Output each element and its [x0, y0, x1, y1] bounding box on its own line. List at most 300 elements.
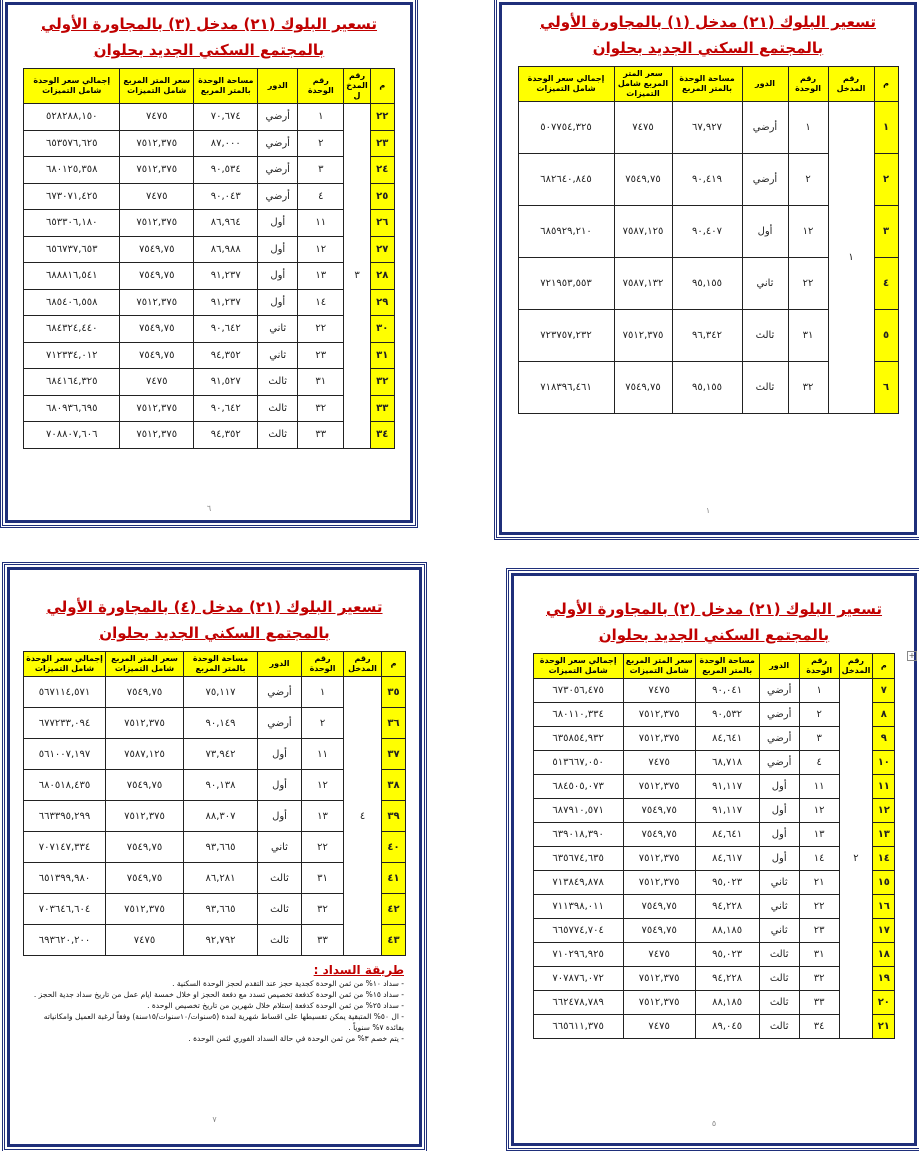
header-area: مساحة الوحدة بالمتر المربع — [695, 654, 759, 679]
header-price-sqm: سعر المتر المربع شامل التميزات — [623, 654, 695, 679]
total-price-cell: ٧٢١٩٥٣,٥٥٣ — [518, 258, 614, 310]
price-sqm-cell: ٧٥١٢,٣٧٥ — [623, 967, 695, 991]
floor-cell: أرضي — [742, 154, 788, 206]
total-price-cell: ٦٨٢٦٤٠,٨٤٥ — [518, 154, 614, 206]
row-index-cell: ١٤ — [873, 847, 895, 871]
total-price-cell: ٦٨٧٩١٠,٥٧١ — [533, 799, 623, 823]
payment-item: - ال ٥٠% المتبقية يمكن تقسيطها على اقساط شهرية لمدة (٥سنوات/١٠سنوات/١٥سنة) وفقاً لرغبة العميل وامكانياته بفائدة ٧% سنوياً . — [43, 1012, 404, 1032]
price-sqm-cell: ٧٥٤٩,٧٥ — [623, 895, 695, 919]
row-index-cell: ١٩ — [873, 967, 895, 991]
area-cell: ٨٦,٩٦٤ — [194, 210, 258, 237]
header-unit-no: رقم الوحدة — [298, 69, 344, 104]
header-floor: الدور — [258, 69, 298, 104]
row-index-cell: ٢٥ — [370, 183, 394, 210]
floor-cell: ثاني — [258, 832, 302, 863]
total-price-cell: ٦٧٣٠٥٦,٤٧٥ — [533, 679, 623, 703]
row-index-cell: ٣٩ — [382, 801, 406, 832]
unit-number-cell: ٣ — [298, 157, 344, 184]
floor-cell: أول — [759, 847, 799, 871]
floor-cell: أرضي — [258, 708, 302, 739]
price-sqm-cell: ٧٥٨٧,١٣٢ — [614, 258, 672, 310]
unit-number-cell: ١٣ — [302, 801, 344, 832]
total-price-cell: ٦٨٠٥١٨,٤٣٥ — [24, 770, 106, 801]
area-cell: ٩٦,٣٤٢ — [672, 310, 742, 362]
floor-cell: ثالث — [258, 894, 302, 925]
unit-number-cell: ٣١ — [799, 943, 839, 967]
unit-number-cell: ٣٣ — [302, 925, 344, 956]
total-price-cell: ٦٦٣٣٩٥,٢٩٩ — [24, 801, 106, 832]
price-sqm-cell: ٧٥٤٩,٧٥ — [623, 919, 695, 943]
unit-number-cell: ١ — [799, 679, 839, 703]
area-cell: ٩٠,١٤٩ — [184, 708, 258, 739]
unit-number-cell: ٤ — [799, 751, 839, 775]
header-m: م — [873, 654, 895, 679]
table-header-row — [518, 67, 898, 102]
price-sqm-cell: ٧٥٨٧,١٢٥ — [106, 739, 184, 770]
price-sqm-cell: ٧٥١٢,٣٧٥ — [120, 395, 194, 422]
floor-cell: ثالث — [258, 395, 298, 422]
total-price-cell: ٧١٣٨٤٩,٨٧٨ — [533, 871, 623, 895]
row-index-cell: ٢ — [874, 154, 898, 206]
area-cell: ٩١,١١٧ — [695, 775, 759, 799]
floor-cell: أرضي — [258, 183, 298, 210]
page-entrance-3 — [0, 0, 418, 528]
row-index-cell: ٤٣ — [382, 925, 406, 956]
price-sqm-cell: ٧٥٤٩,٧٥ — [106, 770, 184, 801]
table-row — [24, 210, 395, 237]
price-sqm-cell: ٧٤٧٥ — [623, 943, 695, 967]
row-index-cell: ٧ — [873, 679, 895, 703]
area-cell: ٨٤,٦١٧ — [695, 847, 759, 871]
area-cell: ٩١,٢٣٧ — [194, 263, 258, 290]
table-row — [518, 102, 898, 154]
floor-cell: أول — [759, 775, 799, 799]
area-cell: ٩٠,٠٤١ — [695, 679, 759, 703]
unit-number-cell: ١٤ — [298, 289, 344, 316]
total-price-cell: ٦٥١٣٩٩,٩٨٠ — [24, 863, 106, 894]
table-row — [24, 369, 395, 396]
unit-number-cell: ٢٢ — [298, 316, 344, 343]
page-subtitle: بالمجتمع السكني الجديد بحلوان — [598, 626, 830, 644]
table-row — [24, 130, 395, 157]
price-sqm-cell: ٧٥١٢,٣٧٥ — [120, 422, 194, 449]
payment-item: - يتم خصم ٣% من ثمن الوحدة في حالة السداد الفوري لثمن الوحدة . — [188, 1034, 404, 1043]
header-unit-no: رقم الوحدة — [799, 654, 839, 679]
pricing-table — [23, 651, 406, 956]
total-price-cell: ٦٦٥٧٧٤,٧٠٤ — [533, 919, 623, 943]
total-price-cell: ٥١٣٦٦٧,٠٥٠ — [533, 751, 623, 775]
price-sqm-cell: ٧٥١٢,٣٧٥ — [106, 801, 184, 832]
page-number: ٧ — [212, 1115, 217, 1124]
unit-number-cell: ١١ — [302, 739, 344, 770]
floor-cell: ثالث — [742, 310, 788, 362]
floor-cell: أول — [258, 801, 302, 832]
area-cell: ٩٣,٦٦٥ — [184, 832, 258, 863]
floor-cell: أول — [258, 289, 298, 316]
floor-cell: أول — [759, 799, 799, 823]
unit-number-cell: ٢٢ — [799, 895, 839, 919]
row-index-cell: ١١ — [873, 775, 895, 799]
area-cell: ٩٠,٠٤٣ — [194, 183, 258, 210]
total-price-cell: ٦٩٣٦٢٠,٢٠٠ — [24, 925, 106, 956]
unit-number-cell: ٣٢ — [302, 894, 344, 925]
header-m: م — [874, 67, 898, 102]
header-price-sqm: سعر المتر المربع شامل التميزات — [614, 67, 672, 102]
unit-number-cell: ١ — [298, 104, 344, 131]
area-cell: ٨٨,٣٠٧ — [184, 801, 258, 832]
floor-cell: ثاني — [759, 895, 799, 919]
area-cell: ٩٠,٤١٩ — [672, 154, 742, 206]
price-sqm-cell: ٧٥١٢,٣٧٥ — [623, 871, 695, 895]
area-cell: ٩١,١١٧ — [695, 799, 759, 823]
total-price-cell: ٥٠٧٧٥٤,٣٢٥ — [518, 102, 614, 154]
total-price-cell: ٦٨٤٥٠٥,٠٧٣ — [533, 775, 623, 799]
table-row — [24, 395, 395, 422]
total-price-cell: ٧١١٣٩٨,٠١١ — [533, 895, 623, 919]
area-cell: ٩٠,٦٤٢ — [194, 395, 258, 422]
unit-number-cell: ١ — [788, 102, 828, 154]
price-sqm-cell: ٧٥٤٩,٧٥ — [623, 799, 695, 823]
area-cell: ٨٤,٦٤١ — [695, 823, 759, 847]
area-cell: ٩٤,٢٢٨ — [695, 967, 759, 991]
total-price-cell: ٦٨٠٩٣٦,٦٩٥ — [24, 395, 120, 422]
unit-number-cell: ٣١ — [788, 310, 828, 362]
row-index-cell: ١٠ — [873, 751, 895, 775]
floor-cell: أرضي — [759, 679, 799, 703]
table-row — [24, 157, 395, 184]
row-index-cell: ٣٢ — [370, 369, 394, 396]
unit-number-cell: ٤ — [298, 183, 344, 210]
row-index-cell: ٣١ — [370, 342, 394, 369]
area-cell: ٩٠,٦٤٢ — [194, 316, 258, 343]
header-entrance: رقم المدخل — [839, 654, 873, 679]
page-entrance-4 — [2, 562, 427, 1151]
table-row — [533, 679, 895, 703]
pricing-table — [518, 66, 899, 414]
unit-number-cell: ٢٢ — [302, 832, 344, 863]
price-sqm-cell: ٧٤٧٥ — [623, 751, 695, 775]
price-sqm-cell: ٧٥٤٩,٧٥ — [614, 362, 672, 414]
page-title: تسعير البلوك (٢١) مدخل (٢) بالمجاورة الأولي — [545, 600, 883, 618]
row-index-cell: ٢٢ — [370, 104, 394, 131]
row-index-cell: ٤٠ — [382, 832, 406, 863]
row-index-cell: ٢٤ — [370, 157, 394, 184]
payment-heading: طريقة السداد : — [313, 963, 404, 977]
area-cell: ٩١,٢٣٧ — [194, 289, 258, 316]
price-sqm-cell: ٧٥١٢,٣٧٥ — [614, 310, 672, 362]
price-sqm-cell: ٧٤٧٥ — [106, 925, 184, 956]
area-cell: ٦٨,٧١٨ — [695, 751, 759, 775]
total-price-cell: ٦٨٥٤٠٦,٥٥٨ — [24, 289, 120, 316]
area-cell: ٩١,٥٢٧ — [194, 369, 258, 396]
header-total: إجمالي سعر الوحدة شامل التميزات — [24, 652, 106, 677]
floor-cell: ثالث — [258, 925, 302, 956]
area-cell: ٩٠,٤٠٧ — [672, 206, 742, 258]
header-area: مساحة الوحدة بالمتر المربع — [672, 67, 742, 102]
unit-number-cell: ١٢ — [788, 206, 828, 258]
total-price-cell: ٧١٨٣٩٦,٤٦١ — [518, 362, 614, 414]
price-sqm-cell: ٧٥٤٩,٧٥ — [120, 263, 194, 290]
row-index-cell: ٢٣ — [370, 130, 394, 157]
floor-cell: أرضي — [258, 157, 298, 184]
price-sqm-cell: ٧٥١٢,٣٧٥ — [623, 727, 695, 751]
table-row — [24, 342, 395, 369]
price-sqm-cell: ٧٥٤٩,٧٥ — [120, 316, 194, 343]
floor-cell: أرضي — [759, 751, 799, 775]
unit-number-cell: ٣٤ — [799, 1015, 839, 1039]
header-floor: الدور — [742, 67, 788, 102]
area-cell: ٩٠,١٣٨ — [184, 770, 258, 801]
floor-cell: ثالث — [759, 991, 799, 1015]
price-sqm-cell: ٧٥١٢,٣٧٥ — [623, 847, 695, 871]
unit-number-cell: ١٤ — [799, 847, 839, 871]
table-row — [24, 263, 395, 290]
total-price-cell: ٥٢٨٢٨٨,١٥٠ — [24, 104, 120, 131]
row-index-cell: ١٦ — [873, 895, 895, 919]
floor-cell: أرضي — [258, 130, 298, 157]
floor-cell: أرضي — [759, 727, 799, 751]
page-entrance-2 — [506, 568, 919, 1151]
area-cell: ٦٧,٩٢٧ — [672, 102, 742, 154]
header-floor: الدور — [759, 654, 799, 679]
header-price-sqm: سعر المتر المربع شامل التميزات — [106, 652, 184, 677]
floor-cell: ثالث — [759, 1015, 799, 1039]
header-price-sqm: سعر المتر المربع شامل التميزات — [120, 69, 194, 104]
price-sqm-cell: ٧٤٧٥ — [614, 102, 672, 154]
price-sqm-cell: ٧٥١٢,٣٧٥ — [623, 703, 695, 727]
price-sqm-cell: ٧٥٤٩,٧٥ — [120, 342, 194, 369]
area-cell: ٨٤,٦٤١ — [695, 727, 759, 751]
price-sqm-cell: ٧٥٤٩,٧٥ — [120, 236, 194, 263]
page-entrance-1 — [494, 0, 919, 540]
row-index-cell: ٦ — [874, 362, 898, 414]
header-m: م — [382, 652, 406, 677]
row-index-cell: ٩ — [873, 727, 895, 751]
unit-number-cell: ١١ — [799, 775, 839, 799]
unit-number-cell: ٢ — [302, 708, 344, 739]
row-index-cell: ٣٦ — [382, 708, 406, 739]
unit-number-cell: ٣ — [799, 727, 839, 751]
header-area: مساحة الوحدة بالمتر المربع — [184, 652, 258, 677]
unit-number-cell: ٣٣ — [298, 422, 344, 449]
page-title: تسعير البلوك (٢١) مدخل (٣) بالمجاورة الأولي — [40, 15, 378, 33]
unit-number-cell: ٢٢ — [788, 258, 828, 310]
row-index-cell: ٢٩ — [370, 289, 394, 316]
payment-item: - سداد ١٥% من ثمن الوحدة كدفعة تخصيص تسدد مع دفعة الحجز او خلال خمسة ايام عمل من تاريخ سداد جدية الحجز . — [33, 990, 404, 999]
unit-number-cell: ٣٣ — [799, 991, 839, 1015]
entrance-cell: ٣ — [344, 104, 371, 449]
entrance-cell: ٤ — [344, 677, 382, 956]
header-unit-no: رقم الوحدة — [788, 67, 828, 102]
header-entrance: رقم المدخل — [828, 67, 874, 102]
row-index-cell: ٣٨ — [382, 770, 406, 801]
move-handle-icon[interactable]: + — [908, 651, 916, 660]
unit-number-cell: ١٢ — [298, 236, 344, 263]
total-price-cell: ٦٥٣٥٧٦,٦٢٥ — [24, 130, 120, 157]
area-cell: ٩٣,٦٦٥ — [184, 894, 258, 925]
price-sqm-cell: ٧٤٧٥ — [623, 1015, 695, 1039]
floor-cell: ثاني — [759, 871, 799, 895]
floor-cell: أول — [258, 770, 302, 801]
unit-number-cell: ٢ — [799, 703, 839, 727]
total-price-cell: ٦٧٣٠٧١,٤٢٥ — [24, 183, 120, 210]
area-cell: ٧٠,٦٧٤ — [194, 104, 258, 131]
total-price-cell: ٧١٢٣٣٤,٠١٢ — [24, 342, 120, 369]
unit-number-cell: ١ — [302, 677, 344, 708]
floor-cell: أرضي — [258, 677, 302, 708]
area-cell: ٩٤,٣٥٢ — [194, 422, 258, 449]
header-total: إجمالي سعر الوحدة شامل التميزات — [518, 67, 614, 102]
row-index-cell: ٣٧ — [382, 739, 406, 770]
row-index-cell: ٢٠ — [873, 991, 895, 1015]
total-price-cell: ٧٠٣٦٤٦,٦٠٤ — [24, 894, 106, 925]
total-price-cell: ٧٢٣٧٥٧,٢٣٢ — [518, 310, 614, 362]
price-sqm-cell: ٧٥٤٩,٧٥ — [106, 677, 184, 708]
unit-number-cell: ٢٣ — [298, 342, 344, 369]
total-price-cell: ٦٣٩٠١٨,٣٩٠ — [533, 823, 623, 847]
area-cell: ٩٠,٥٣٤ — [194, 157, 258, 184]
area-cell: ٩٥,١٥٥ — [672, 258, 742, 310]
total-price-cell: ٧٠٨٨٠٧,٦٠٦ — [24, 422, 120, 449]
price-sqm-cell: ٧٤٧٥ — [120, 369, 194, 396]
total-price-cell: ٦٨٠١١٠,٣٣٤ — [533, 703, 623, 727]
area-cell: ٩٥,٠٢٣ — [695, 943, 759, 967]
area-cell: ٩٢,٧٩٢ — [184, 925, 258, 956]
floor-cell: ثاني — [258, 342, 298, 369]
total-price-cell: ٦٣٥٦٧٤,٦٣٥ — [533, 847, 623, 871]
table-row — [24, 677, 406, 708]
floor-cell: أول — [258, 263, 298, 290]
header-entrance: رقم المدخل — [344, 652, 382, 677]
floor-cell: أول — [258, 236, 298, 263]
floor-cell: ثالث — [742, 362, 788, 414]
table-header-row — [24, 652, 406, 677]
row-index-cell: ١ — [874, 102, 898, 154]
unit-number-cell: ٣٢ — [788, 362, 828, 414]
unit-number-cell: ٣١ — [298, 369, 344, 396]
floor-cell: ثالث — [258, 863, 302, 894]
row-index-cell: ٣٥ — [382, 677, 406, 708]
total-price-cell: ٦٨٥٩٢٩,٢١٠ — [518, 206, 614, 258]
header-total: إجمالي سعر الوحدة شامل التميزات — [24, 69, 120, 104]
table-row — [24, 104, 395, 131]
price-sqm-cell: ٧٥١٢,٣٧٥ — [106, 894, 184, 925]
unit-number-cell: ١٣ — [799, 823, 839, 847]
area-cell: ٨٦,٢٨١ — [184, 863, 258, 894]
price-sqm-cell: ٧٤٧٥ — [120, 104, 194, 131]
floor-cell: ثالث — [258, 369, 298, 396]
page-title: تسعير البلوك (٢١) مدخل (٤) بالمجاورة الأولي — [46, 598, 383, 616]
payment-terms — [25, 962, 404, 1044]
area-cell: ٨٦,٩٨٨ — [194, 236, 258, 263]
area-cell: ٧٣,٩٤٢ — [184, 739, 258, 770]
unit-number-cell: ١٢ — [302, 770, 344, 801]
row-index-cell: ١٧ — [873, 919, 895, 943]
price-sqm-cell: ٧٤٧٥ — [623, 679, 695, 703]
total-price-cell: ٦٨٨٨١٦,٥٤١ — [24, 263, 120, 290]
row-index-cell: ٢٦ — [370, 210, 394, 237]
floor-cell: ثاني — [742, 258, 788, 310]
area-cell: ٨٩,٠٤٥ — [695, 1015, 759, 1039]
row-index-cell: ٨ — [873, 703, 895, 727]
area-cell: ٩٥,٠٢٣ — [695, 871, 759, 895]
row-index-cell: ٥ — [874, 310, 898, 362]
page-title: تسعير البلوك (٢١) مدخل (١) بالمجاورة الأولي — [539, 13, 877, 31]
pricing-table — [533, 653, 896, 1039]
row-index-cell: ٣٣ — [370, 395, 394, 422]
page-number: ٥ — [711, 1119, 717, 1128]
price-sqm-cell: ٧٤٧٥ — [120, 183, 194, 210]
header-m: م — [370, 69, 394, 104]
row-index-cell: ١٢ — [873, 799, 895, 823]
price-sqm-cell: ٧٥١٢,٣٧٥ — [106, 708, 184, 739]
area-cell: ٨٨,١٨٥ — [695, 991, 759, 1015]
total-price-cell: ٥٦١٠٠٧,١٩٧ — [24, 739, 106, 770]
row-index-cell: ٤٢ — [382, 894, 406, 925]
floor-cell: ثالث — [258, 422, 298, 449]
total-price-cell: ٥٦٧١١٤,٥٧١ — [24, 677, 106, 708]
unit-number-cell: ١٣ — [298, 263, 344, 290]
area-cell: ٩٥,١٥٥ — [672, 362, 742, 414]
table-row — [24, 183, 395, 210]
entrance-cell: ١ — [828, 102, 874, 414]
unit-number-cell: ٢ — [298, 130, 344, 157]
table-row — [24, 289, 395, 316]
row-index-cell: ١٨ — [873, 943, 895, 967]
table-header-row — [533, 654, 895, 679]
area-cell: ٩٤,٢٢٨ — [695, 895, 759, 919]
total-price-cell: ٧٠٧٨٧٦,٠٧٢ — [533, 967, 623, 991]
area-cell: ٧٥,١١٧ — [184, 677, 258, 708]
row-index-cell: ١٥ — [873, 871, 895, 895]
payment-item: - سداد ٢٥% من ثمن الوحدة كدفعة إستلام خلال شهرين من تاريخ تخصيص الوحدة . — [147, 1001, 404, 1010]
total-price-cell: ٦٨٤١٦٤,٣٢٥ — [24, 369, 120, 396]
row-index-cell: ٣٠ — [370, 316, 394, 343]
total-price-cell: ٦٣٥٨٥٤,٩٣٢ — [533, 727, 623, 751]
floor-cell: أول — [759, 823, 799, 847]
page-number: ١ — [705, 506, 711, 515]
price-sqm-cell: ٧٥٤٩,٧٥ — [106, 863, 184, 894]
price-sqm-cell: ٧٥٤٩,٧٥ — [614, 154, 672, 206]
floor-cell: أرضي — [759, 703, 799, 727]
unit-number-cell: ٢١ — [799, 871, 839, 895]
total-price-cell: ٦٨٤٣٢٤,٤٤٠ — [24, 316, 120, 343]
header-unit-no: رقم الوحدة — [302, 652, 344, 677]
unit-number-cell: ٢ — [788, 154, 828, 206]
page-subtitle: بالمجتمع السكني الجديد بحلوان — [99, 624, 330, 642]
header-area: مساحة الوحدة بالمتر المربع — [194, 69, 258, 104]
unit-number-cell: ١١ — [298, 210, 344, 237]
unit-number-cell: ١٢ — [799, 799, 839, 823]
payment-item: - سداد ١٠% من ثمن الوحدة كجدية حجز عند التقدم لحجز الوحدة السكنية . — [172, 979, 404, 988]
floor-cell: ثاني — [759, 919, 799, 943]
row-index-cell: ٢٧ — [370, 236, 394, 263]
page-number: ٦ — [206, 504, 212, 513]
row-index-cell: ٢١ — [873, 1015, 895, 1039]
total-price-cell: ٦٦٢٤٧٨,٧٨٩ — [533, 991, 623, 1015]
floor-cell: أول — [742, 206, 788, 258]
floor-cell: أول — [258, 210, 298, 237]
pricing-table — [23, 68, 395, 449]
page-subtitle: بالمجتمع السكني الجديد بحلوان — [592, 39, 824, 57]
header-entrance: رقم المدخ ل — [344, 69, 371, 104]
total-price-cell: ٧٠٧١٤٧,٣٣٤ — [24, 832, 106, 863]
floor-cell: أرضي — [742, 102, 788, 154]
row-index-cell: ٢٨ — [370, 263, 394, 290]
price-sqm-cell: ٧٥١٢,٣٧٥ — [120, 289, 194, 316]
page-subtitle: بالمجتمع السكني الجديد بحلوان — [93, 41, 325, 59]
table-row — [24, 316, 395, 343]
